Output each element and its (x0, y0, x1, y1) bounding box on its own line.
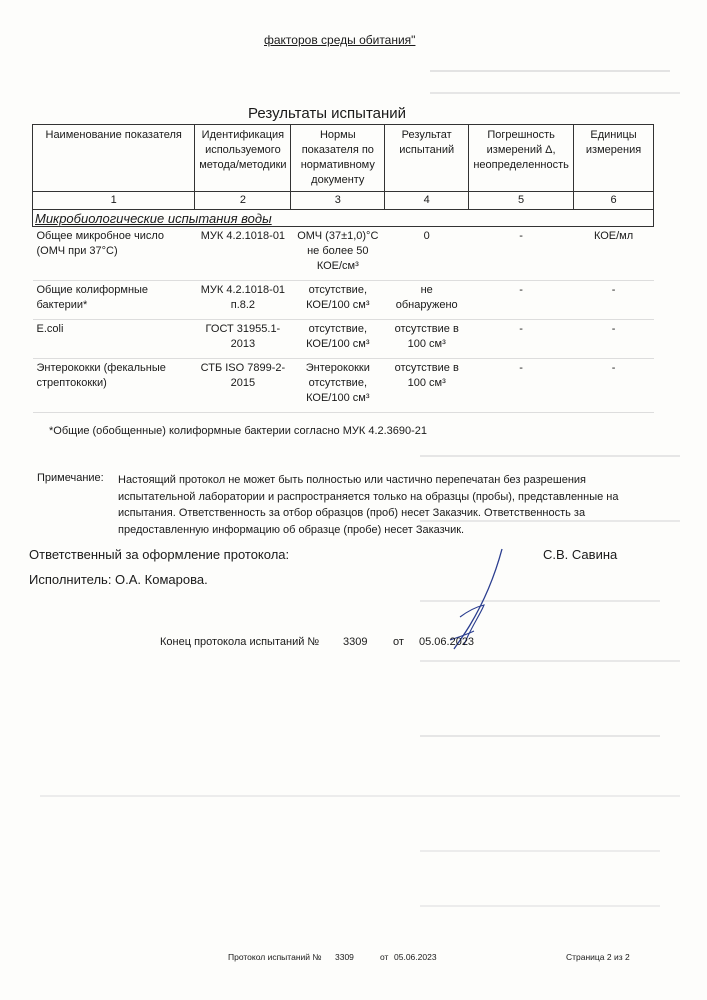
cell-norm: отсутствие, КОЕ/100 см³ (291, 281, 385, 320)
responsible-label: Ответственный за оформление протокола: (29, 547, 290, 562)
column-number: 5 (469, 192, 574, 210)
column-header: Погрешность измерений Δ, неопределенность (469, 125, 574, 192)
table-row (33, 281, 654, 320)
cell-error: - (469, 281, 574, 320)
cell-unit: - (574, 359, 654, 413)
cell-method: ГОСТ 31955.1-2013 (195, 320, 291, 359)
column-header: Единицы измерения (574, 125, 654, 192)
cell-unit: - (574, 281, 654, 320)
cell-name: E.coli (33, 320, 195, 359)
table-row (33, 227, 654, 281)
header-top-line: факторов среды обитания" (264, 33, 416, 47)
cell-result: не обнаружено (385, 281, 469, 320)
footer-from-label: от (380, 952, 389, 962)
end-protocol-date: 05.06.2023 (419, 636, 475, 648)
column-number: 3 (291, 192, 385, 210)
note-label: Примечание: (37, 472, 104, 484)
footer-date: 05.06.2023 (394, 952, 437, 962)
table-row (33, 320, 654, 359)
cell-norm: ОМЧ (37±1,0)°С не более 50 КОЕ/см³ (291, 227, 385, 281)
results-table (32, 124, 654, 413)
cell-norm: Энтерококки отсутствие, КОЕ/100 см³ (291, 359, 385, 413)
column-number: 1 (33, 192, 195, 210)
cell-method: МУК 4.2.1018-01 п.8.2 (195, 281, 291, 320)
column-header: Нормы показателя по нормативному документу (291, 125, 385, 192)
end-from-label: от (393, 636, 404, 648)
cell-unit: КОЕ/мл (574, 227, 654, 281)
column-header: Результат испытаний (385, 125, 469, 192)
cell-name: Энтерококки (фекальные стрептококки) (33, 359, 195, 413)
cell-error: - (469, 320, 574, 359)
cell-unit: - (574, 320, 654, 359)
cell-result: отсутствие в 100 см³ (385, 359, 469, 413)
cell-name: Общие колиформные бактерии* (33, 281, 195, 320)
cell-method: МУК 4.2.1018-01 (195, 227, 291, 281)
cell-error: - (469, 227, 574, 281)
cell-norm: отсутствие, КОЕ/100 см³ (291, 320, 385, 359)
cell-error: - (469, 359, 574, 413)
column-number: 6 (574, 192, 654, 210)
column-header: Идентификация используемого метода/методики (195, 125, 291, 192)
column-number: 2 (195, 192, 291, 210)
footer-protocol-number: 3309 (335, 952, 354, 962)
note-text: Настоящий протокол не может быть полностью или частично перепечатан без разрешения испытательной лаборатории и распространяется только на образцы (пробы), представленные на испытания. Ответственность за отбор образцов (проб) несет Заказчик. Ответственность за предоставленную информацию об образце (пробе) несет Заказчик. (118, 474, 619, 536)
cell-name: Общее микробное число (ОМЧ при 37°С) (33, 227, 195, 281)
column-header: Наименование показателя (33, 125, 195, 192)
end-protocol-number: 3309 (343, 636, 368, 648)
footer-page-number: Страница 2 из 2 (566, 952, 630, 962)
column-number-row (33, 192, 654, 210)
cell-method: СТБ ISO 7899-2-2015 (195, 359, 291, 413)
cell-result: 0 (385, 227, 469, 281)
footer-protocol-label: Протокол испытаний № (228, 952, 322, 962)
cell-result: отсутствие в 100 см³ (385, 320, 469, 359)
table-header-row (33, 125, 654, 192)
column-number: 4 (385, 192, 469, 210)
section-row (33, 210, 654, 227)
executor-line: Исполнитель: О.А. Комарова. (29, 572, 208, 587)
section-title: Микробиологические испытания воды (33, 210, 654, 227)
responsible-name: С.В. Савина (543, 547, 618, 562)
table-row (33, 359, 654, 413)
end-of-protocol-label: Конец протокола испытаний № (160, 636, 320, 648)
footnote: *Общие (обобщенные) колиформные бактерии согласно МУК 4.2.3690-21 (49, 425, 428, 437)
results-title: Результаты испытаний (248, 105, 407, 122)
